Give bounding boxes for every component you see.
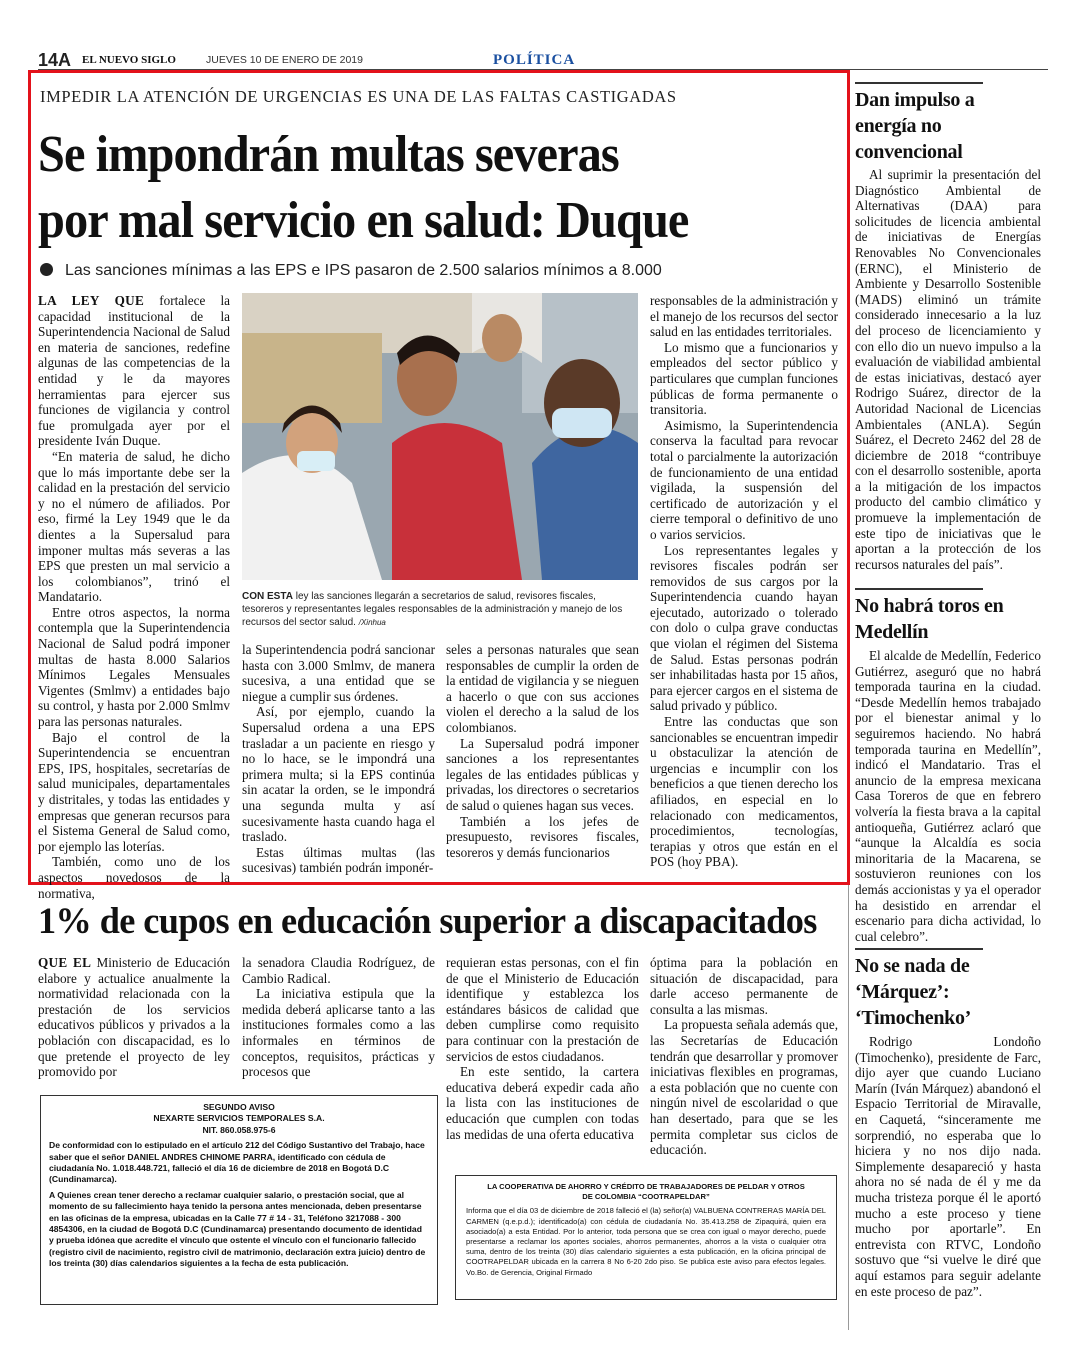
paragraph: Así, por ejemplo, cuando la Supersalud ordena a una EPS trasladar a un paciente en riesgo y no lo hace, se le impondrá una primera multa; si la EPS continúa sin acatar la orden, se le impondrá una segunda multa y así sucesivamente hasta cuando haga el traslado. (242, 704, 435, 845)
paragraph: Estas últimas multas (las sucesivas) también podrán imponér- (242, 844, 435, 876)
paragraph: La Supersalud podrá imponer sanciones a los representantes legales de las entidades públicas y privadas, los directores o secretarios de salud o quienes hagan sus veces. (446, 735, 639, 813)
photo-credit: /Xinhua (358, 618, 386, 627)
paragraph: Rodrigo Londoño (Timochenko), presidente de Farc, dijo ayer que cuando Luciano Marín (Iván Márquez) abandonó el Espacio Territorial de Miravalle, en Caquetá, “sinceramente me sorprendió, no esperaba que lo hiciera y no nos dijo nada. Simplemente desapareció y hasta ahora no sé nada de él y me da mucha tristeza porque él le aportó mucho a este proceso y tiene mucho por aportarle”. En entrevista con RTVC, Londoño sostuvo que “si vuelve le diré que aquí estamos para seguir adelante en este proceso de paz”. (855, 1034, 1041, 1299)
paragraph: También, como uno de los aspectos novedosos de la normativa, (38, 854, 230, 901)
paragraph: Entre otros aspectos, la norma contempla que la Superintendencia Nacional de Salud podrá imponer multas de hasta 8.000 Salarios Mínimos Legales Mensuales Vigentes (Smlmv) a entidades bajo su control, y hasta por 2.000 Smlmv para las personas naturales. (38, 604, 230, 730)
sidebar-rule (855, 588, 983, 590)
headline-line-2: por mal servicio en salud: Duque (38, 192, 689, 249)
second-column-3 (446, 955, 639, 1170)
paragraph: También a los jefes de presupuesto, revisores fiscales, tesoreros y demás funcionarios (446, 813, 639, 860)
paragraph: El alcalde de Medellín, Federico Gutiérrez, aseguró que no habrá temporada taurina en la ciudad. “Desde Medellín hemos trabajado por el bienestar animal y lo seguiremos haciendo. No habrá temporada taurina en Medellín”, indicó el Mandatario. Tras el anuncio de la empresa mexicana Casa Toreros de que en febrero volvería la fiesta brava a la capital antioqueña, Gutiérrez aclaró que “aunque la Alcaldía es socia minoritaria de la Macarena, se sostuvieron reuniones con los demás accionistas y ya el operador ha desistido en arrendar el escenario para dicha actividad, lo cual celebro”. (855, 648, 1041, 944)
second-column-2 (242, 955, 435, 1085)
sidebar-title-3: No se nada de ‘Márquez’: ‘Timochenko’ (855, 955, 972, 1029)
article-summary (40, 262, 840, 280)
article-kicker: IMPEDIR LA ATENCIÓN DE URGENCIAS ES UNA DE LAS FALTAS CASTIGADAS (40, 87, 677, 106)
page-number: 14A (38, 50, 72, 70)
article-column-3 (446, 642, 639, 874)
article-column-2 (242, 642, 435, 874)
notice-company: NEXARTE SERVICIOS TEMPORALES S.A. (153, 1113, 325, 1124)
paragraph: requieran estas personas, con el fin de que el Ministerio de Educación identifique y establezca los estándares básicos de calidad que deben cumplirse como requisito para continuar con la prestación de servicios de estos ciudadanos. (446, 955, 639, 1064)
second-column-1 (38, 955, 230, 1085)
paragraph: Al suprimir la presentación del Diagnóstico Ambiental de Alternativas (DAA) para solicitudes de licencia ambiental de iniciativas de Energías Renovables No Convencionales (ERNC), el Ministerio de Ambiente y Desarrollo Sostenible (MADS) eliminó un trámite considerado innecesario a la luz del proceso de licenciamiento y con ello dio un nuevo impulso a la evaluación de viabilidad ambiental de estas iniciativas, destacó ayer Rodrigo Suárez, director de la Autoridad Nacional de Licencias Ambientales (ANLA). Según Suárez, el Decreto 2462 del 28 de diciembre de 2018 “contribuye con el desarrollo sostenible, aporta a la mitigación de los impactos producto del cambio climático y promueve la implementación de este tipo de iniciativas que le aportan a la protección de los recursos naturales del país”. (855, 167, 1041, 572)
paragraph: En este sentido, la cartera educativa deberá expedir cada año la lista con las instituciones de educación que cumplen con todas las medidas de una oferta educativa (446, 1064, 639, 1142)
paragraph: La iniciativa estipula que la medida deberá aplicarse tanto a las instituciones formales como a las informales en términos de conceptos, requisitos, prácticas y procesos que (242, 986, 435, 1080)
notice-nit: NIT. 860.058.975-6 (202, 1124, 276, 1135)
sidebar-title-1: Dan impulso a energía no convencional (855, 89, 975, 163)
second-column-4 (650, 955, 838, 1170)
paragraph: Los representantes legales y revisores fiscales podrán ser removidos de sus cargos por la Superintendencia cuando hayan ejecutado, autorizado o tolerado con dolo o culpa grave conductas que violan el régimen del Sistema de Salud. Estas personas podrán ser inhabilitadas hasta por 15 años, para ejercer cargos en el sistema de salud privado y público. (650, 542, 838, 714)
lead-in: QUE EL (38, 955, 92, 970)
caption-lead: CON ESTA (242, 591, 293, 602)
article-headline (38, 122, 782, 254)
publication-name: EL NUEVO SIGLO (82, 54, 176, 66)
paragraph: óptima para la población en situación de discapacidad, para darle acceso permanente de consulta a las mismas. (650, 955, 838, 1017)
article-column-1 (38, 293, 230, 901)
paragraph: la Superintendencia podrá sancionar hasta con 3.000 Smlmv, de manera sucesiva, a una entidad que se niegue a cumplir sus órdenes. (242, 642, 435, 704)
vaccination-scene-image (242, 293, 638, 580)
notice-paragraph: De conformidad con lo estipulado en el artículo 212 del Código Sustantivo del Trabajo, hace saber que el señor DANIEL ANDRES CHINOME PARRA, identificado con cédula de ciudadanía No. 1.018.448.721, falleció el día 16 de diciembre de 2018 en Bogotá D.C (Cundinamarca). (49, 1140, 425, 1185)
caption-text: ley las sanciones llegarán a secretarios de salud, revisores fiscales, tesoreros y representantes legales responsables de la administración y manejo de los recursos del sector salud. (242, 591, 623, 628)
sidebar-title-2: No habrá toros en Medellín (855, 595, 1004, 643)
paragraph: La propuesta señala además que, las Secretarías de Educación tendrán que desarrollar y promover iniciativas flexibles en programas, a esta población que no cuente con ningún nivel de escolaridad o que han desertado, para que se les permita completar sus ciclos de educación. (650, 1017, 838, 1158)
column-rule (848, 885, 849, 1330)
photo-caption (242, 590, 638, 629)
sidebar-story-2 (855, 648, 1041, 944)
paragraph: “En materia de salud, he dicho que lo más importante debe ser la calidad en la prestación del servicio y no el número de afiliados. Por eso, firmé la Ley 1949 que le da dientes a la Supersalud para imponer multas más severas a las EPS que presten un mal servicio a los colombianos”, trinó el Mandatario. (38, 448, 230, 605)
notice-paragraph: Informa que el día 03 de diciembre de 2018 falleció el (la) señor(a) VALBUENA CONTRERAS MARÍA DEL CARMEN (q.e.p.d.); identificado(a) con cédula de ciudadanía No. 35.413.258 de Zipaquirá, quien era asociado(a) a esta Entidad. Por lo anterior, toda persona que se crea con igual o mayor derecho, puede presentarse a reclamar los aportes sociales, ahorros permanentes, ahorros a la vista o cualquier otra suma, dentro de los treinta (30) días calendario siguientes a esta publicación, en la oficina principal de COOTRAPELDAR ubicada en la carrera 8 No 6-20 2do piso. Se publica este aviso para efectos legales. Vo.Bo. de Gerencia, Original Firmado (466, 1206, 826, 1277)
lead-in: LA LEY QUE (38, 293, 145, 308)
legal-notice-cootrapeldar (455, 1175, 837, 1300)
headline-line-1: Se impondrán multas severas (38, 126, 619, 183)
issue-date: JUEVES 10 DE ENERO DE 2019 (206, 54, 363, 66)
notice-title: SEGUNDO AVISO (203, 1102, 275, 1112)
legal-notice-nexarte (40, 1095, 438, 1305)
paragraph: Entre las conductas que son sancionables se encuentran impedir u obstaculizar la atención de urgencias e incumplir con los beneficios a que tienen derecho los afiliados, en especial en lo relacionado con medicamentos, procedimientos, tecnologías, terapias y otros que están en el POS (hoy PBA). (650, 714, 838, 870)
paragraph: Asimismo, la Superintendencia conserva la facultad para revocar total o parcialmente la autorización de funcionamiento de una entidad vigilada, la suspensión del certificado de autorización y el cierre temporal o definitivo de uno o varios servicios. (650, 417, 838, 542)
paragraph: la senadora Claudia Rodríguez, de Cambio Radical. (242, 955, 435, 986)
summary-text: Las sanciones mínimas a las EPS e IPS pasaron de 2.500 salarios mínimos a 8.000 (65, 262, 662, 279)
second-headline: 1% de cupos en educación superior a discapacitados (38, 901, 817, 942)
article-photo (242, 293, 638, 580)
paragraph: fortalece la capacidad institucional de la Superintendencia Nacional de Salud en materia de sanciones, redefine algunas de las competencias de la entidad y le da mayores herramientas para ejercer sus funciones de vigilancia y control fue promulgada ayer por el presidente Iván Duque. (38, 293, 230, 449)
paragraph: Ministerio de Educación elabore y actualice anualmente la normatividad relacionada con la prestación de los servicios educativos públicos y privados a la población con discapacidad, es lo que pretende el proyecto de ley promovido por (38, 955, 230, 1080)
section-name: POLÍTICA (493, 52, 576, 68)
paragraph: Lo mismo que a funcionarios y empleados del sector público y particulares que cumplan funciones públicas de forma permanente o transitoria. (650, 339, 838, 418)
sidebar-story-1 (855, 167, 1041, 582)
paragraph: responsables de la administración y el manejo de los recursos del sector salud en las entidades territoriales. (650, 293, 838, 340)
notice-title: LA COOPERATIVA DE AHORRO Y CRÉDITO DE TRABAJADORES DE PELDAR Y OTROS DE COLOMBIA “COOTRAPELDAR” (487, 1182, 805, 1202)
paragraph: seles a personas naturales que sean responsables de cumplir la orden de la entidad de vigilancia y se nieguen a hacerlo o que con sus acciones violen el derecho a la salud de los colombianos. (446, 642, 639, 735)
page-header (38, 50, 1048, 72)
paragraph: Bajo el control de la Superintendencia se encuentran EPS, IPS, hospitales, secretarías de salud municipales, departamentales y distritales, y todas las entidades y empresas que generan recursos para el Sistema General de Salud como, por ejemplo las loterías. (38, 729, 230, 854)
sidebar-rule (855, 948, 983, 950)
sidebar-rule (855, 82, 983, 84)
sidebar-story-3 (855, 1034, 1041, 1304)
notice-paragraph: A Quienes crean tener derecho a reclamar cualquier salario, o prestación social, que al momento de su fallecimiento haya tenido la persona antes mencionada, deben presentarse en las oficinas de la empresa, ubicadas en la Calle 77 # 14 - 31, Teléfono 3217088 - 300 4854306, en la ciudad de Bogotá D.C (Cundinamarca) presentando documento de identidad y prueba idónea que acredite el vínculo que ostente el vínculo con el funcionario fallecido (registro civil de nacimiento, registro civil de matrimonio, declaración extra juicio) dentro de los treinta (30) días calendarios siguientes a la fecha de esta publicación. (49, 1189, 426, 1269)
article-column-4 (650, 293, 838, 873)
bullet-dot-icon (40, 263, 53, 276)
